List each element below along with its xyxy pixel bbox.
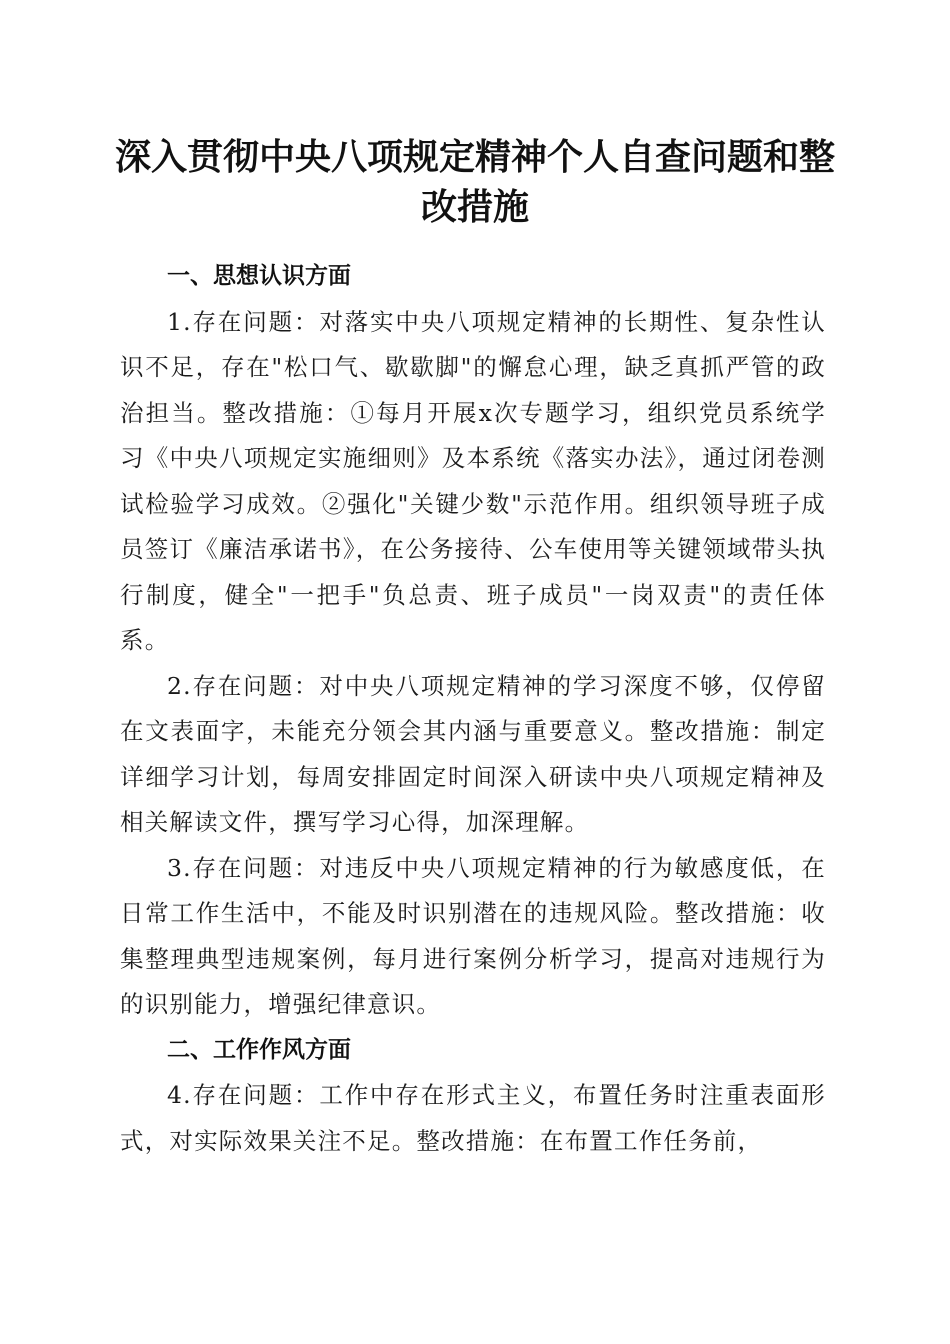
document-title: 深入贯彻中央八项规定精神个人自查问题和整改措施 [114, 136, 835, 228]
section-heading-2: 二、工作作风方面 [167, 1036, 351, 1063]
paragraph-item-1: 1.存在问题：对落实中央八项规定精神的长期性、复杂性认识不足，存在"松口气、歇歇脚"的懈怠心理，缺乏真抓严管的政治担当。整改措施：①每月开展x次专题学习，组织党员系统学习《中央八项规定实施细则》及本系统《落实办法》，通过闭卷测试检验学习成效。②强化"关键少数"示范作用。组织领导班子成员签订《廉洁承诺书》，在公务接待、公车使用等关键领域带头执行制度，健全"一把手"负总责、班子成员"一岗双责"的责任体系。 [120, 307, 826, 654]
paragraph-item-4: 4.存在问题：工作中存在形式主义，布置任务时注重表面形式，对实际效果关注不足。整改措施：在布置工作任务前， [120, 1081, 826, 1155]
paragraph-item-3: 3.存在问题：对违反中央八项规定精神的行为敏感度低，在日常工作生活中，不能及时识别潜在的违规风险。整改措施：收集整理典型违规案例，每月进行案例分析学习，提高对违规行为的识别能力，增强纪律意识。 [120, 853, 826, 1018]
paragraph-item-2: 2.存在问题：对中央八项规定精神的学习深度不够，仅停留在文表面字，未能充分领会其内涵与重要意义。整改措施：制定详细学习计划，每周安排固定时间深入研读中央八项规定精神及相关解读文件，撰写学习心得，加深理解。 [120, 671, 826, 836]
document-body [120, 254, 826, 1164]
section-heading-1: 一、思想认识方面 [167, 263, 351, 289]
